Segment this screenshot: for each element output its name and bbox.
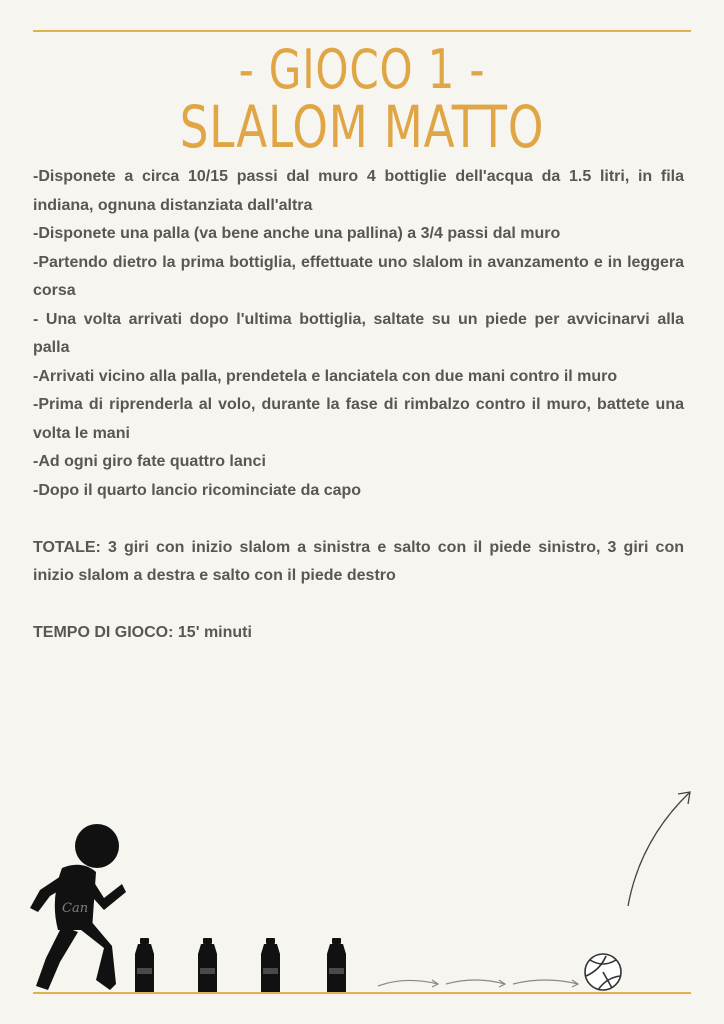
svg-text:Can: Can <box>62 901 89 916</box>
total-summary: TOTALE: 3 giri con inizio slalom a sinistra e salto con il piede sinistro, 3 giri con inizio slalom a destra e salto con il piede destro <box>33 538 684 584</box>
instruction-item: -Ad ogni giro fate quattro lanci <box>33 453 266 470</box>
slalom-illustration <box>0 780 724 1010</box>
bottle-icon <box>135 938 154 992</box>
throw-arrow-icon <box>628 792 690 906</box>
game-number-title: - GIOCO 1 - <box>238 38 486 101</box>
instruction-item: -Partendo dietro la prima bottiglia, effettuate uno slalom in avanzamento e in leggera corsa <box>33 253 684 299</box>
instructions-block <box>33 163 684 648</box>
bottom-divider <box>33 992 691 994</box>
bottle-icon <box>198 938 217 992</box>
volleyball-icon <box>585 954 621 990</box>
instruction-item: -Disponete una palla (va bene anche una pallina) a 3/4 passi dal muro <box>33 225 561 242</box>
bottle-icon <box>327 938 346 992</box>
game-time: TEMPO DI GIOCO: 15' minuti <box>33 624 252 641</box>
bottle-icon <box>261 938 280 992</box>
top-divider <box>33 30 691 32</box>
instruction-item: -Arrivati vicino alla palla, prendetela e lanciatela con due mani contro il muro <box>33 367 618 385</box>
game-name-title: SLALOM MATTO <box>179 93 545 161</box>
instruction-item: - Una volta arrivati dopo l'ultima bottiglia, saltate su un piede per avvicinarvi alla palla <box>33 310 684 356</box>
instruction-item: -Disponete a circa 10/15 passi dal muro 4 bottiglie dell'acqua da 1.5 litri, in fila indiana, ognuna distanziata dall'altra <box>33 168 684 214</box>
instruction-item: -Prima di riprenderla al volo, durante la fase di rimbalzo contro il muro, battete una volta le mani <box>33 396 684 442</box>
path-arrow-icon <box>378 980 578 987</box>
instruction-item: -Dopo il quarto lancio ricominciate da capo <box>33 481 362 499</box>
